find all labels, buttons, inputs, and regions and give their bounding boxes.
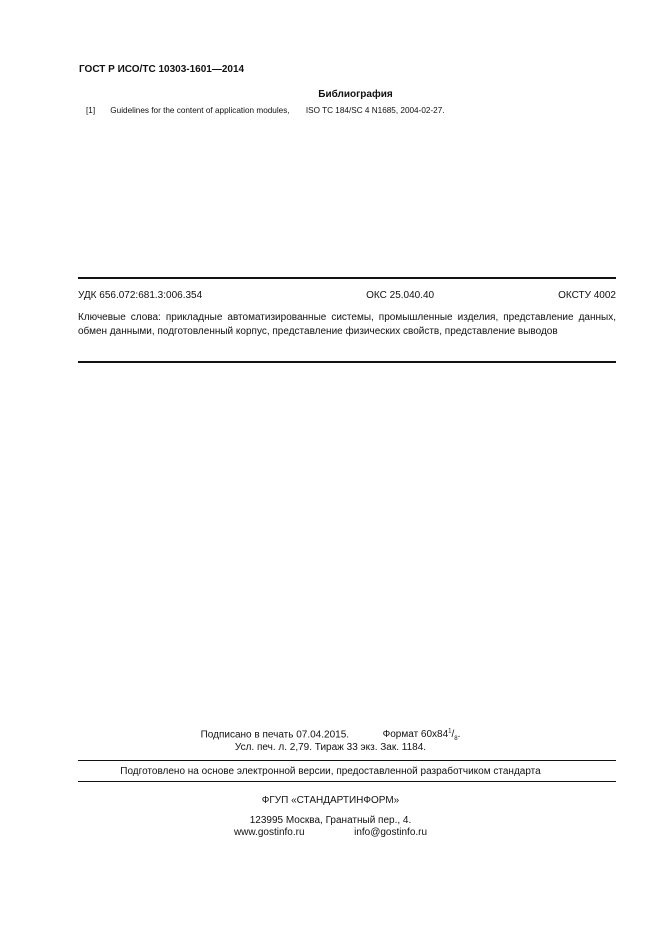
- standard-code-header: ГОСТ Р ИСО/ТС 10303-1601—2014: [79, 64, 245, 75]
- prepared-divider: [78, 781, 616, 782]
- top-divider: [78, 277, 616, 279]
- okstu-code: ОКСТУ 4002: [558, 290, 616, 301]
- print-details-line: Усл. печ. л. 2,79. Тираж 33 экз. Зак. 1184.: [234, 742, 427, 753]
- bibliography-entry-source: ISO TC 184/SC 4 N1685, 2004-02-27.: [305, 106, 445, 115]
- website-link[interactable]: www.gostinfo.ru: [233, 827, 305, 838]
- email-link[interactable]: info@gostinfo.ru: [354, 827, 428, 838]
- contact-line: [0, 827, 661, 838]
- udk-code: УДК 656.072:681.3:006.354: [78, 290, 203, 301]
- paper-format: Формат $60х84^1/_8$.: [382, 729, 461, 743]
- classification-row: [78, 290, 616, 301]
- publisher-name: ФГУП «СТАНДАРТИНФОРМ»: [261, 795, 400, 806]
- publisher-address: 123995 Москва, Гранатный пер., 4.: [249, 815, 412, 826]
- imprint-signed-line: [0, 729, 661, 742]
- signed-date: Подписано в печать 07.04.2015.: [200, 729, 350, 741]
- bibliography-title: Библиография: [318, 89, 393, 100]
- oks-code: ОКС 25.040.40: [366, 290, 435, 301]
- bibliography-entry-number: [1]: [86, 106, 96, 115]
- keywords-paragraph: Ключевые слова: прикладные автоматизированные системы, промышленные изделия, представление данных, обмен данными, подготовленный корпус, представление физических свойств, представление выводов: [78, 312, 616, 337]
- bibliography-entry-text: Guidelines for the content of application modules,: [110, 106, 290, 115]
- prepared-note: Подготовлено на основе электронной версии, предоставленной разработчиком стандарта: [120, 766, 541, 777]
- bibliography-entry: [86, 106, 445, 115]
- keywords-divider: [78, 361, 616, 363]
- imprint-divider: [78, 760, 616, 761]
